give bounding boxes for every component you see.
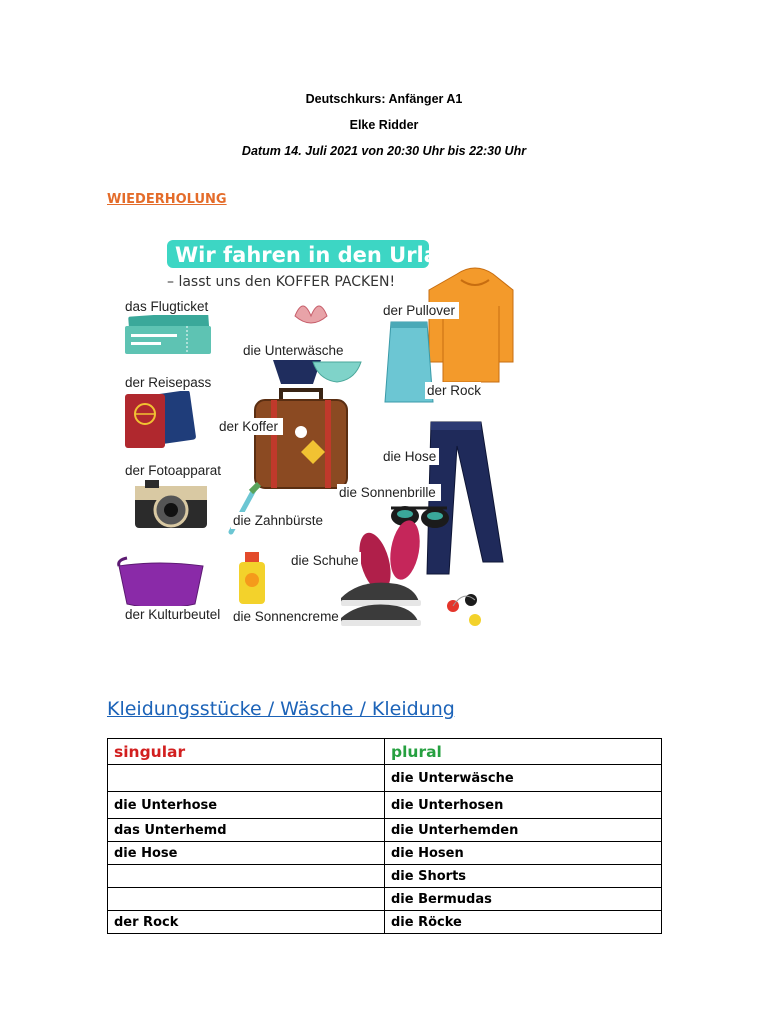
sunscreen-icon xyxy=(239,552,265,604)
label-koffer: der Koffer xyxy=(219,419,279,434)
table-row xyxy=(108,819,662,842)
earphones-icon xyxy=(447,594,481,626)
table-row xyxy=(108,792,662,819)
cell-singular xyxy=(108,865,385,888)
label-sonnenbrille: die Sonnenbrille xyxy=(339,485,436,500)
label-pullover: der Pullover xyxy=(383,303,456,318)
cell-singular: der Rock xyxy=(108,911,385,934)
sunglasses-icon xyxy=(391,506,449,528)
toiletry-bag-icon xyxy=(119,558,203,608)
banner-subtitle: – lasst uns den KOFFER PACKEN! xyxy=(167,274,396,290)
cell-singular: das Unterhemd xyxy=(108,819,385,842)
cell-plural: die Unterwäsche xyxy=(385,765,662,792)
cell-plural: die Hosen xyxy=(385,842,662,865)
label-flugticket: das Flugticket xyxy=(125,299,209,314)
table-row xyxy=(108,765,662,792)
table-header-row xyxy=(108,739,662,765)
course-title: Deutschkurs: Anfänger A1 xyxy=(305,92,463,106)
cell-singular xyxy=(108,888,385,911)
column-header-singular: singular xyxy=(108,739,385,765)
banner xyxy=(167,240,468,290)
camera-icon xyxy=(135,480,207,528)
table-row xyxy=(108,865,662,888)
column-header-plural: plural xyxy=(385,739,662,765)
section-heading: WIEDERHOLUNG xyxy=(107,192,227,207)
passport-icon xyxy=(125,390,196,448)
label-zahnbuerste: die Zahnbürste xyxy=(233,513,324,528)
banner-title: Wir fahren in den Urlaub xyxy=(175,243,468,267)
cell-plural: die Unterhosen xyxy=(385,792,662,819)
cell-plural: die Bermudas xyxy=(385,888,662,911)
teacher-name: Elke Ridder xyxy=(349,118,419,132)
label-schuhe: die Schuhe xyxy=(291,553,359,568)
cell-singular: die Unterhose xyxy=(108,792,385,819)
suitcase-icon xyxy=(255,390,347,488)
label-kulturbeutel: der Kulturbeutel xyxy=(125,607,221,622)
cell-plural: die Shorts xyxy=(385,865,662,888)
vocab-table xyxy=(107,738,662,934)
cell-plural: die Unterhemden xyxy=(385,819,662,842)
ticket-icon xyxy=(125,311,211,354)
cell-plural: die Röcke xyxy=(385,911,662,934)
label-unterwaesche: die Unterwäsche xyxy=(243,343,344,358)
vacation-packing-illustration xyxy=(105,222,525,642)
pullover-icon xyxy=(429,268,513,382)
cell-singular: die Hose xyxy=(108,842,385,865)
cell-singular xyxy=(108,765,385,792)
label-reisepass: der Reisepass xyxy=(125,375,212,390)
table-row xyxy=(108,888,662,911)
table-row xyxy=(108,911,662,934)
label-hose: die Hose xyxy=(383,449,437,464)
lesson-date: Datum 14. Juli 2021 von 20:30 Uhr bis 22:30 Uhr xyxy=(241,144,527,158)
table-row xyxy=(108,842,662,865)
shoes-icon xyxy=(341,518,424,626)
vocab-heading: Kleidungsstücke / Wäsche / Kleidung xyxy=(107,698,455,720)
label-sonnencreme: die Sonnencreme xyxy=(233,609,339,624)
label-rock: der Rock xyxy=(427,383,482,398)
label-fotoapparat: der Fotoapparat xyxy=(125,463,222,478)
